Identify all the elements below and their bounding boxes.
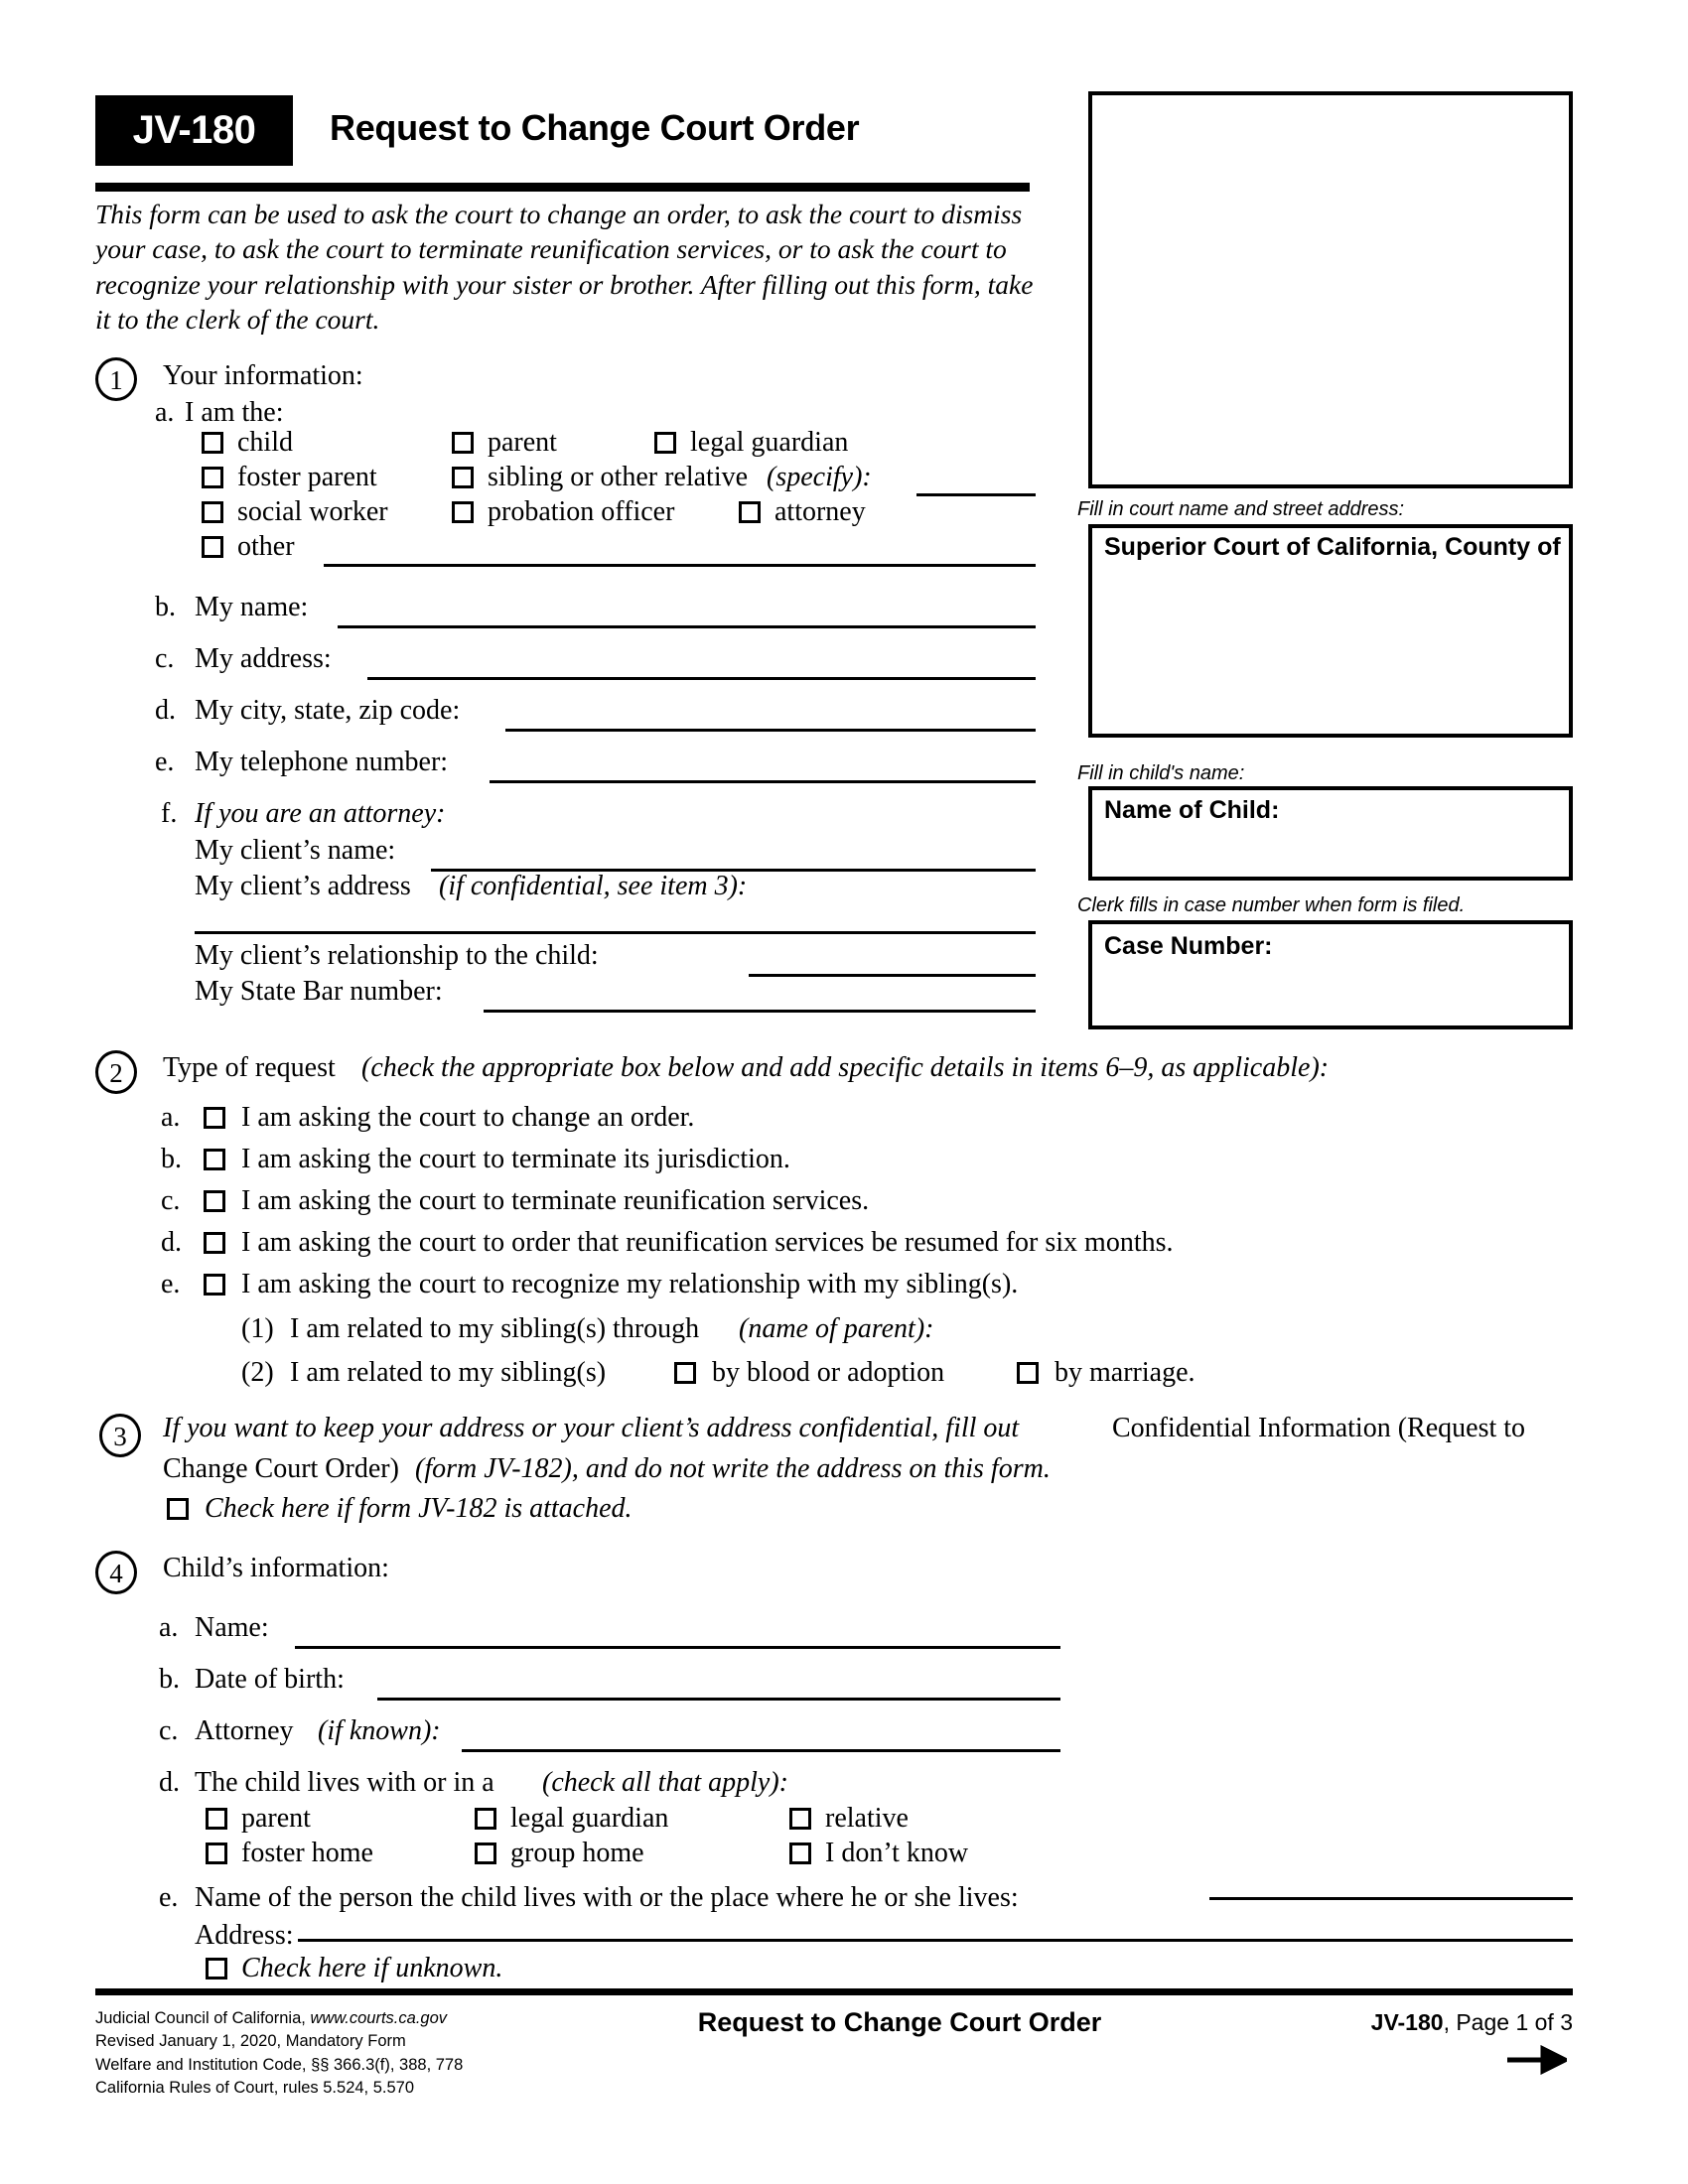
item-4-heading: Child’s information: <box>163 1553 389 1583</box>
footer-line-4: California Rules of Court, rules 5.524, 5.570 <box>95 2079 415 2098</box>
item-1-heading: Your information: <box>163 360 363 391</box>
child-attorney-input[interactable] <box>462 1749 1060 1752</box>
checkbox-address-unknown[interactable] <box>206 1958 227 1979</box>
child-name-label: Name of Child: <box>1104 796 1280 824</box>
item-2e-text: I am asking the court to recognize my relationship with my sibling(s). <box>241 1269 1019 1299</box>
checkbox-lives-legal-guardian[interactable] <box>475 1808 496 1830</box>
checkbox-attorney[interactable] <box>739 501 761 523</box>
item-4a-label: a. <box>159 1612 179 1643</box>
client-relationship-label: My client’s relationship to the child: <box>195 940 599 971</box>
item-4d-label: d. <box>159 1767 180 1798</box>
clerk-stamp-box[interactable] <box>1088 91 1573 488</box>
footer-line-2: Revised January 1, 2020, Mandatory Form <box>95 2032 406 2051</box>
checkbox-lives-i-dont-know[interactable] <box>789 1843 811 1864</box>
checkbox-resume-reunification[interactable] <box>204 1232 225 1254</box>
item-2-heading-note: (check the appropriate box below and add specific details in items 6–9, as applicable): <box>361 1052 1330 1083</box>
client-relationship-input[interactable] <box>749 974 1036 977</box>
checkbox-social-worker[interactable] <box>202 501 223 523</box>
item-2e1-note: (name of parent): <box>739 1313 934 1344</box>
item-2e2-opt1-label: by blood or adoption <box>712 1357 945 1388</box>
item-2c-text: I am asking the court to terminate reunification services. <box>241 1185 870 1216</box>
checkbox-lives-relative[interactable] <box>789 1808 811 1830</box>
my-address-input[interactable] <box>367 677 1036 680</box>
checkbox-child[interactable] <box>202 432 223 454</box>
checkbox-by-marriage[interactable] <box>1017 1362 1039 1384</box>
checkbox-terminate-reunification[interactable] <box>204 1190 225 1212</box>
footer-legal-block <box>95 2007 463 2101</box>
state-bar-label: My State Bar number: <box>195 976 443 1007</box>
item-4b-label: b. <box>159 1664 180 1695</box>
item-1c-text: My address: <box>195 643 332 674</box>
checkbox-label-other: other <box>237 531 295 562</box>
item-2d-text: I am asking the court to order that reunification services be resumed for six months. <box>241 1227 1174 1258</box>
checkbox-label-child: child <box>237 427 293 458</box>
item-2a-text: I am asking the court to change an order. <box>241 1102 695 1133</box>
my-name-input[interactable] <box>338 625 1036 628</box>
item-4d-text: The child lives with or in a <box>195 1767 494 1798</box>
header-divider <box>95 183 1030 192</box>
checkbox-label-lives-legal-guardian: legal guardian <box>510 1803 669 1834</box>
my-telephone-input[interactable] <box>490 780 1036 783</box>
item-2-heading: Type of request <box>163 1052 336 1083</box>
footer-page-text: , Page 1 of 3 <box>1443 2009 1573 2035</box>
footer-line-1 <box>95 2007 463 2030</box>
child-name-caption: Fill in child's name: <box>1077 762 1245 784</box>
item-1e-text: My telephone number: <box>195 747 449 777</box>
item-3-number: 3 <box>99 1414 141 1457</box>
child-lives-with-input[interactable] <box>1209 1897 1573 1900</box>
child-dob-input[interactable] <box>377 1698 1060 1701</box>
checkbox-lives-foster-home[interactable] <box>206 1843 227 1864</box>
footer-form-number: JV-180 <box>1370 2009 1444 2035</box>
footer-council: Judicial Council of California, <box>95 2009 306 2027</box>
item-4b-text: Date of birth: <box>195 1664 345 1695</box>
checkbox-label-sibling-or-other-relative: sibling or other relative <box>488 462 749 492</box>
footer-website: www.courts.ca.gov <box>310 2009 448 2027</box>
item-2-number: 2 <box>95 1050 137 1094</box>
item-4e-address-label: Address: <box>195 1920 294 1951</box>
checkbox-label-attorney: attorney <box>774 496 866 527</box>
checkbox-change-order[interactable] <box>204 1107 225 1129</box>
item-2a-label: a. <box>161 1102 181 1133</box>
client-name-label: My client’s name: <box>195 835 396 866</box>
footer-page-indicator <box>1371 2009 1573 2036</box>
checkbox-other[interactable] <box>202 536 223 558</box>
item-2b-label: b. <box>161 1144 182 1174</box>
child-lives-address-input[interactable] <box>298 1939 1573 1942</box>
checkbox-terminate-jurisdiction[interactable] <box>204 1149 225 1170</box>
client-address-input[interactable] <box>195 931 1036 934</box>
item-4c-label: c. <box>159 1715 179 1746</box>
footer-divider <box>95 1988 1573 1995</box>
checkbox-recognize-sibling[interactable] <box>204 1274 225 1296</box>
item-4a-text: Name: <box>195 1612 269 1643</box>
checkbox-label-parent: parent <box>488 427 557 458</box>
item-1b-label: b. <box>155 592 176 622</box>
checkbox-label-social-worker: social worker <box>237 496 388 527</box>
arrow-right-icon <box>1507 2045 1567 2075</box>
page-title: Request to Change Court Order <box>330 107 860 148</box>
item-1a-label: a. <box>155 397 175 428</box>
item-2b-text: I am asking the court to terminate its jurisdiction. <box>241 1144 790 1174</box>
item-4-number: 4 <box>95 1551 137 1594</box>
state-bar-input[interactable] <box>484 1010 1036 1013</box>
checkbox-lives-group-home[interactable] <box>475 1843 496 1864</box>
checkbox-label-lives-group-home: group home <box>510 1838 644 1868</box>
client-address-label: My client’s address <box>195 871 411 901</box>
checkbox-by-blood-or-adoption[interactable] <box>674 1362 696 1384</box>
item-1-number: 1 <box>95 357 137 401</box>
checkbox-label-legal-guardian: legal guardian <box>690 427 849 458</box>
item-4d-note: (check all that apply): <box>542 1767 789 1798</box>
my-city-state-zip-input[interactable] <box>505 729 1036 732</box>
court-name-label: Superior Court of California, County of <box>1104 533 1561 561</box>
case-number-caption: Clerk fills in case number when form is filed. <box>1077 894 1466 916</box>
form-intro-text: This form can be used to ask the court to change an order, to ask the court to dismiss your case, to ask the court to terminate reunification services, or to ask the court to recognize your relationship with your sister or brother. After filling out this form, take it to the clerk of the court. <box>95 199 1034 336</box>
item-4c-text: Attorney <box>195 1715 294 1746</box>
item-2e2-text: I am related to my sibling(s) <box>290 1357 607 1388</box>
item-1d-text: My city, state, zip code: <box>195 695 461 726</box>
checkbox-label-probation-officer: probation officer <box>488 496 675 527</box>
item-1f-text: If you are an attorney: <box>195 798 446 829</box>
item-3-checkbox-label: Check here if form JV-182 is attached. <box>205 1493 633 1524</box>
item-1e-label: e. <box>155 747 175 777</box>
checkbox-sibling-or-other-relative[interactable] <box>452 467 474 488</box>
item-2c-label: c. <box>161 1185 181 1216</box>
footer-line-3: Welfare and Institution Code, §§ 366.3(f), 388, 778 <box>95 2055 464 2074</box>
checkbox-label-foster-parent: foster parent <box>237 462 377 492</box>
footer-title: Request to Change Court Order <box>697 2007 1102 2037</box>
item-2d-label: d. <box>161 1227 182 1258</box>
client-address-note: (if confidential, see item 3): <box>439 871 748 901</box>
item-3-line1-italic: If you want to keep your address or your client’s address confidential, fill out <box>163 1413 1020 1443</box>
court-name-caption: Fill in court name and street address: <box>1077 498 1405 520</box>
checkbox-label-lives-foster-home: foster home <box>241 1838 373 1868</box>
item-2e1-label: (1) <box>241 1313 274 1344</box>
sibling-specify-input[interactable] <box>916 493 1036 496</box>
checkbox-probation-officer[interactable] <box>452 501 474 523</box>
item-4e-text: Name of the person the child lives with or the place where he or she lives: <box>195 1882 1019 1913</box>
checkbox-label-lives-i-dont-know: I don’t know <box>825 1838 969 1868</box>
item-2e2-opt2-label: by marriage. <box>1055 1357 1196 1388</box>
form-number-badge: JV-180 <box>95 95 293 166</box>
checkbox-foster-parent[interactable] <box>202 467 223 488</box>
item-2e2-label: (2) <box>241 1357 274 1388</box>
checkbox-label-lives-parent: parent <box>241 1803 311 1834</box>
checkbox-label-lives-relative: relative <box>825 1803 909 1834</box>
checkbox-lives-parent[interactable] <box>206 1808 227 1830</box>
child-name-input[interactable] <box>295 1646 1060 1649</box>
other-specify-input[interactable] <box>324 564 1036 567</box>
checkbox-parent[interactable] <box>452 432 474 454</box>
item-1b-text: My name: <box>195 592 309 622</box>
item-1d-label: d. <box>155 695 176 726</box>
item-2e-label: e. <box>161 1269 181 1299</box>
item-4e-label: e. <box>159 1882 179 1913</box>
checkbox-jv182-attached[interactable] <box>167 1498 189 1520</box>
item-2e1-text: I am related to my sibling(s) through <box>290 1313 700 1344</box>
case-number-label: Case Number: <box>1104 932 1273 960</box>
item-1f-label: f. <box>161 798 178 829</box>
checkbox-legal-guardian[interactable] <box>654 432 676 454</box>
item-4e-checkbox-label: Check here if unknown. <box>241 1953 503 1983</box>
item-3-line2-italic: (form JV-182), and do not write the address on this form. <box>415 1453 1051 1484</box>
item-1a-text: I am the: <box>185 397 284 428</box>
item-4c-note: (if known): <box>318 1715 441 1746</box>
item-3-line1-roman: Confidential Information (Request to <box>1112 1413 1526 1443</box>
item-3-line2-roman: Change Court Order) <box>163 1453 399 1484</box>
sibling-specify-note: (specify): <box>767 462 872 492</box>
item-1c-label: c. <box>155 643 175 674</box>
